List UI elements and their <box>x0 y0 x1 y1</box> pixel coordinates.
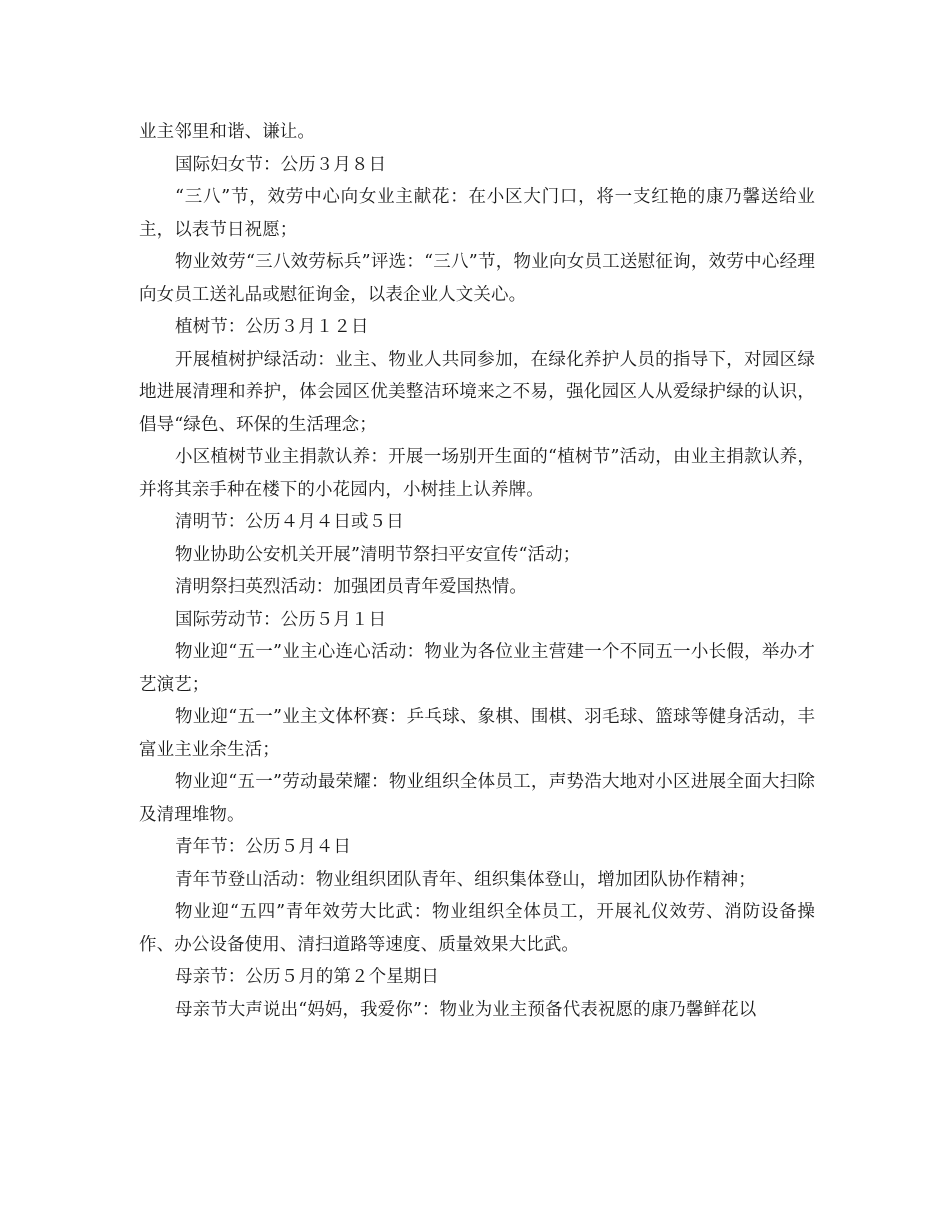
paragraph: 物业协助公安机关开展”清明节祭扫平安宣传“活动； <box>175 544 581 565</box>
paragraph: 开展植树护绿活动：业主、物业人共同参加，在绿化养护人员的指导下，对园区绿地进展清理和养护，体会园区优美整洁环境来之不易，强化园区人从爱绿护绿的认识，倡导“绿色、环保的生活理念； <box>139 349 815 435</box>
heading-womens-day: 国际妇女节：公历３月８日 <box>175 154 387 175</box>
paragraph: 物业迎“五一”劳动最荣耀：物业组织全体员工，声势浩大地对小区进展全面大扫除及清理堆物。 <box>139 772 815 825</box>
paragraph: “三八”节，效劳中心向女业主献花：在小区大门口，将一支红艳的康乃馨送给业主，以表节日祝愿； <box>139 187 815 240</box>
paragraph: 物业迎“五一”业主文体杯赛：乒乓球、象棋、围棋、羽毛球、篮球等健身活动，丰富业主业余生活； <box>139 707 815 760</box>
paragraph: 青年节登山活动：物业组织团队青年、组织集体登山，增加团队协作精神； <box>175 869 756 890</box>
paragraph: 物业迎“五一”业主心连心活动：物业为各位业主营建一个不同五一小长假，举办才艺演艺； <box>139 642 815 695</box>
document-body <box>139 116 815 1026</box>
heading-mothers-day: 母亲节：公历５月的第２个星期日 <box>175 967 439 987</box>
paragraph: 物业迎“五四”青年效劳大比武：物业组织全体员工，开展礼仪效劳、消防设备操作、办公设备使用、清扫道路等速度、质量效果大比武。 <box>139 902 815 955</box>
heading-arbor-day: 植树节：公历３月１２日 <box>175 317 369 337</box>
paragraph: 小区植树节业主捐款认养：开展一场别开生面的“植树节”活动，由业主捐款认养，并将其亲手种在楼下的小花园内，小树挂上认养牌。 <box>139 447 815 500</box>
heading-qingming: 清明节：公历４月４日或５日 <box>175 512 404 532</box>
paragraph: 母亲节大声说出“妈妈，我爱你”：物业为业主预备代表祝愿的康乃馨鲜花以 <box>175 999 757 1020</box>
heading-youth-day: 青年节：公历５月４日 <box>175 837 351 857</box>
paragraph: 业主邻里和谐、谦让。 <box>139 122 315 142</box>
heading-labor-day: 国际劳动节：公历５月１日 <box>175 609 387 630</box>
paragraph: 物业效劳“三八效劳标兵”评选：“三八”节，物业向女员工送慰征询，效劳中心经理向女员工送礼品或慰征询金，以表企业人文关心。 <box>139 252 815 305</box>
paragraph: 清明祭扫英烈活动：加强团员青年爱国热情。 <box>175 577 527 597</box>
